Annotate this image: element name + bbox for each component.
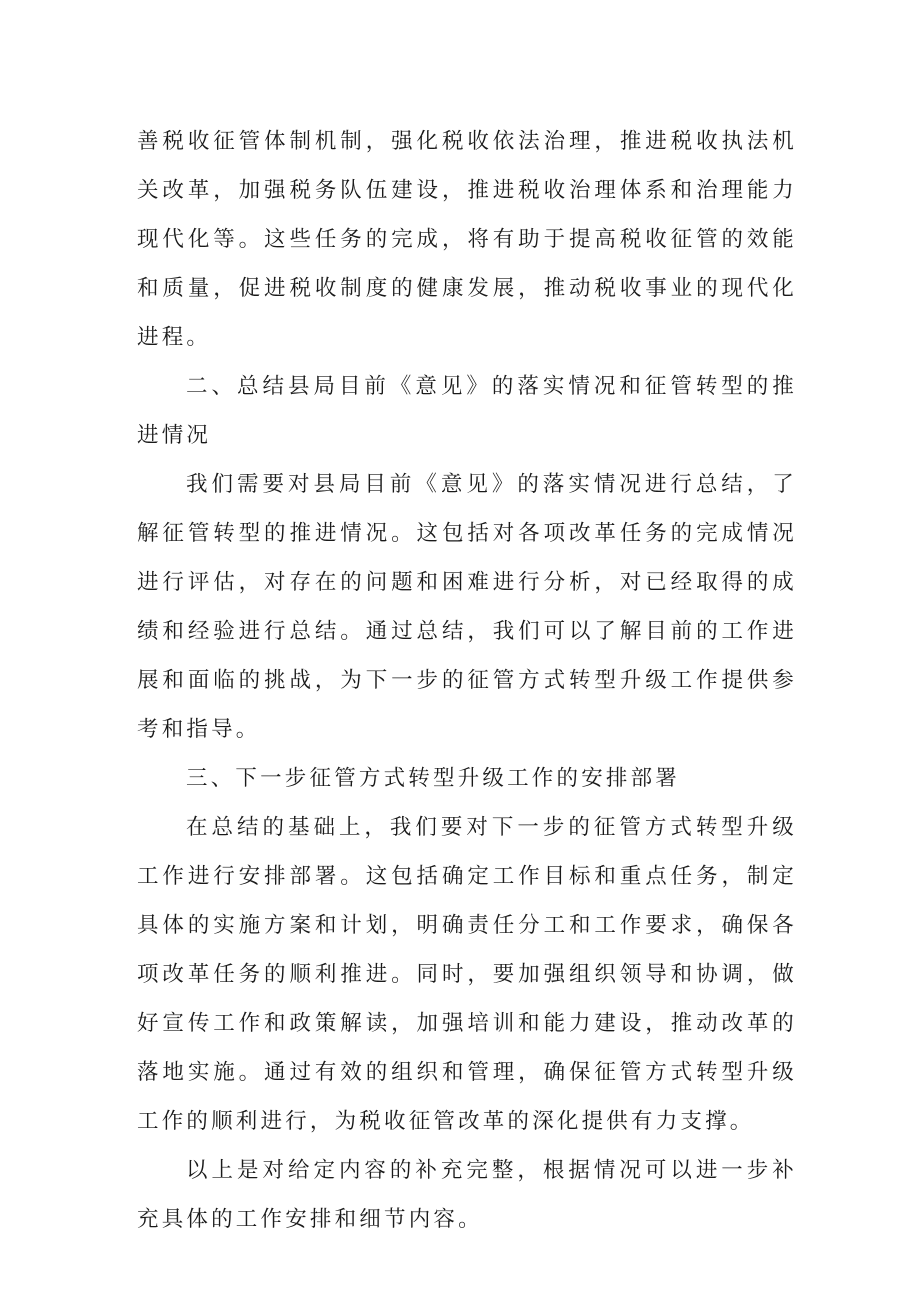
body-paragraph-closing: 以上是对给定内容的补充完整，根据情况可以进一步补充具体的工作安排和细节内容。: [137, 1158, 797, 1232]
section-heading-3: 三、下一步征管方式转型升级工作的安排部署: [186, 766, 681, 791]
body-paragraph-arrangement: 在总结的基础上，我们要对下一步的征管方式转型升级工作进行安排部署。这包括确定工作目标和重点任务，制定具体的实施方案和计划，明确责任分工和工作要求，确保各项改革任务的顺利推进。同时，要加强组织领导和协调，做好宣传工作和政策解读，加强培训和能力建设，推动改革的落地实施。通过有效的组织和管理，确保征管方式转型升级工作的顺利进行，为税收征管改革的深化提供有力支撑。: [137, 815, 797, 1134]
body-paragraph-continued: 善税收征管体制机制，强化税收依法治理，推进税收执法机关改革，加强税务队伍建设，推进税收治理体系和治理能力现代化等。这些任务的完成，将有助于提高税收征管的效能和质量，促进税收制度的健康发展，推动税收事业的现代化进程。: [137, 129, 797, 350]
document-page: [137, 117, 797, 1244]
section-heading-2: 二、总结县局目前《意见》的落实情况和征管转型的推进情况: [137, 374, 797, 448]
body-paragraph-summary: 我们需要对县局目前《意见》的落实情况进行总结，了解征管转型的推进情况。这包括对各项改革任务的完成情况进行评估，对存在的问题和困难进行分析，对已经取得的成绩和经验进行总结。通过总结，我们可以了解目前的工作进展和面临的挑战，为下一步的征管方式转型升级工作提供参考和指导。: [137, 472, 797, 742]
